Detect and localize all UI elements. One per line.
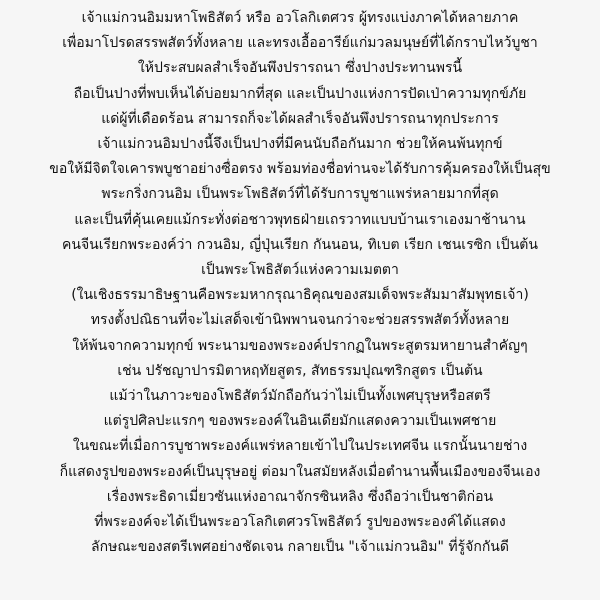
text-line-22: ลักษณะของสตรีเพศอย่างชัดเจน กลายเป็น "เจ้าแม่กวนอิม" ที่รู้จักกันดี [91,539,509,556]
text-line-11: เป็นพระโพธิสัตว์แห่งความเมตตา [201,262,399,279]
text-line-19: ก็แสดงรูปของพระองค์เป็นบุรุษอยู่ ต่อมาในสมัยหลังเมื่อตำนานพื้นเมืองของจีนเอง [59,463,541,480]
text-line-16: แม้ว่าในภาวะของโพธิสัตว์มักถือกันว่าไม่เป็นทั้งเพศบุรุษหรือสตรี [109,388,491,405]
text-line-10: คนจีนเรียกพระองค์ว่า กวนอิม, ญี่ปุ่นเรียก กันนอน, ทิเบต เรียก เชนเรซิก เป็นต้น [62,236,538,253]
text-line-12: (ในเชิงธรรมาธิษฐานคือพระมหากรุณาธิคุณของสมเด็จพระสัมมาสัมพุทธเจ้า) [71,287,529,304]
text-line-14: ให้พ้นจากความทุกข์ พระนามของพระองค์ปรากฏในพระสูตรมหายานสำคัญๆ [72,337,528,354]
text-line-5: แด่ผู้ที่เดือดร้อน สามารถก็จะได้ผลสำเร็จอันพึงปรารถนาทุกประการ [101,110,499,127]
text-line-2: เพื่อมาโปรดสรรพสัตว์ทั้งหลาย และทรงเอื้ออารีย์แก่มวลมนุษย์ที่ได้กราบไหว้บูชา [62,35,538,52]
text-line-3: ให้ประสบผลสำเร็จอันพึงปรารถนา ซึ่งปางประทานพรนี้ [137,60,463,77]
text-line-1: เจ้าแม่กวนอิมมหาโพธิสัตว์ หรือ อวโลกิเตศวร ผู้ทรงแบ่งภาคได้หลายภาค [81,10,519,26]
text-line-4: ถือเป็นปางที่พบเห็นได้บ่อยมากที่สุด และเป็นปางแห่งการปัดเป่าความทุกข์ภัย [73,85,527,102]
text-line-18: ในขณะที่เมื่อการบูชาพระองค์แพร่หลายเข้าไปในประเทศจีน แรกนั้นนายช่าง [72,438,528,455]
text-line-17: แต่รูปศิลปะแรกๆ ของพระองค์ในอินเดียมักแสดงความเป็นเพศชาย [103,413,497,430]
text-line-15: เช่น ปรัชญาปารมิตาหฤทัยสูตร, สัทธรรมปุณฑริกสูตร เป็นต้น [117,362,483,379]
text-line-21: ที่พระองค์จะได้เป็นพระอวโลกิเตศวรโพธิสัตว์ รูปของพระองค์ได้แสดง [94,514,506,531]
text-line-13: ทรงตั้งปณิธานที่จะไม่เสด็จเข้านิพพานจนกว่าจะช่วยสรรพสัตว์ทั้งหลาย [90,312,510,329]
text-line-20: เรื่องพระธิดาเมี่ยวซันแห่งอาณาจักรซินหลิง ซึ่งถือว่าเป็นชาติก่อน [106,488,494,505]
text-line-7: ขอให้มีจิตใจเคารพบูชาอย่างซื่อตรง พร้อมท่องชื่อท่านจะได้รับการคุ้มครองให้เป็นสุข [49,161,551,178]
document-body [4,6,596,560]
text-line-9: และเป็นที่คุ้นเคยแม้กระทั่งต่อชาวพุทธฝ่ายเถรวาทแบบบ้านเราเองมาช้านาน [74,211,526,228]
text-line-6: เจ้าแม่กวนอิมปางนี้จึงเป็นปางที่มีคนนับถือกันมาก ช่วยให้คนพ้นทุกข์ [97,136,503,153]
text-line-8: พระกริ่งกวนอิม เป็นพระโพธิสัตว์ที่ได้รับการบูชาแพร่หลายมากที่สุด [101,186,499,203]
